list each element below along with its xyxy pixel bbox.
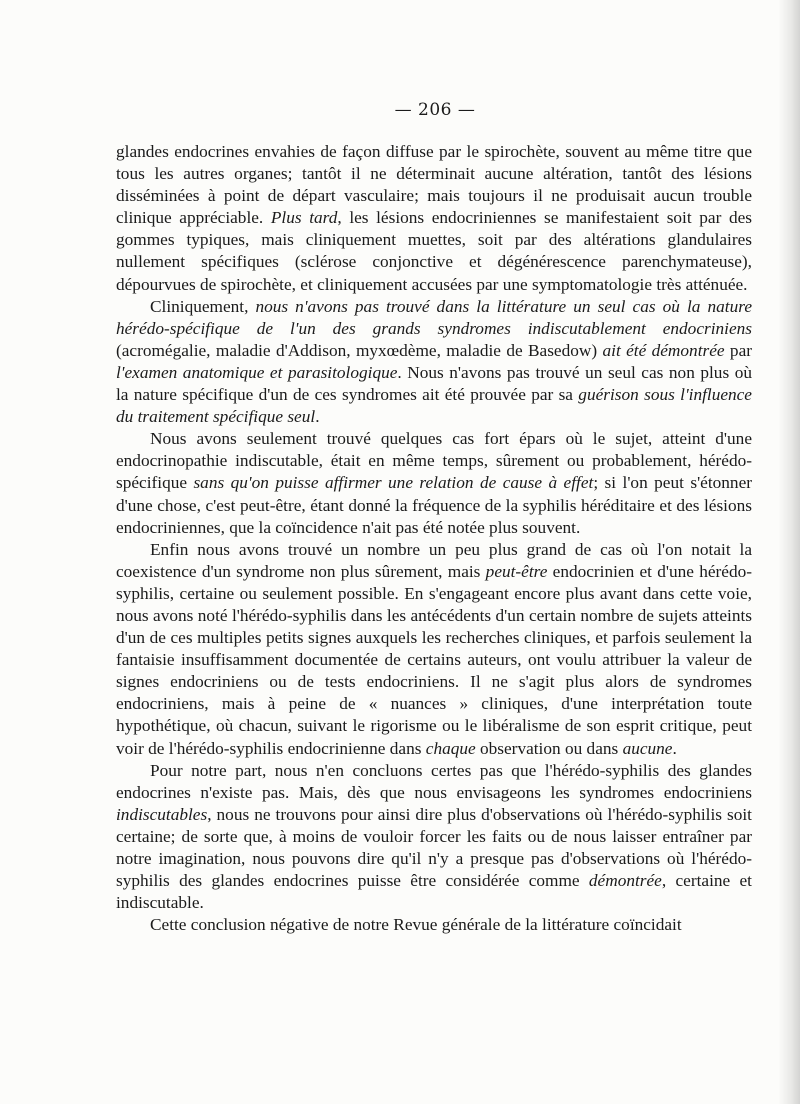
text-run: Cette conclusion négative de notre Revue générale de la littérature coïncidait bbox=[150, 915, 682, 935]
text-run: . bbox=[315, 407, 320, 427]
paragraph-6 bbox=[116, 914, 752, 936]
page-edge-shadow bbox=[778, 0, 800, 1104]
text-run: , nous ne trouvons pour ainsi dire plus d'observations où l'hérédo-syphilis soit certaine; de sorte que, à moins de vouloir forcer les faits ou de nous laisser entraîner par notre imagination, nous pouvons dire qu'il n'y a presque pas d'observations où l'hérédo-syphilis des glandes endocrines puisse être considérée comme bbox=[116, 804, 752, 891]
text-run: Nous avons seulement trouvé quelques cas fort épars où le sujet, atteint d'une endocrinopathie indiscutable, était en même temps, sûrement ou probablement, hérédo-spécifique bbox=[116, 429, 752, 493]
paragraph-3 bbox=[116, 428, 752, 538]
text-run: Pour notre part, nous n'en concluons certes pas que l'hérédo-syphilis des glandes endocrines n'existe pas. Mais, dès que nous envisageons les syndromes endocriniens bbox=[116, 760, 752, 802]
text-run: endocrinien et d'une hérédo-syphilis, certaine ou seulement possible. En s'engageant encore plus avant dans cette voie, nous avons noté l'hérédo-syphilis dans les antécédents d'un certain nombre de sujets atteints d'un de ces multiples petits signes auxquels les recherches cliniques, et parfois seulement la fantaisie insuffisamment documentée de certains auteurs, ont voulu attribuer la valeur de signes endocriniens ou de tests endocriniens. Il ne s'agit plus alors de syndromes endocriniens, mais à peine de « nuances » cliniques, d'une interprétation toute hypothétique, où chacun, suivant le rigorisme ou le libéralisme de son esprit critique, peut voir de l'hérédo-syphilis endocrinienne dans bbox=[116, 561, 752, 758]
italic-run: aucune bbox=[622, 738, 673, 758]
italic-run: nous n'avons pas trouvé dans la littérature un seul cas où la nature hérédo-spécifique de l'un des grands syndromes indiscutablement endocriniens bbox=[116, 296, 752, 338]
text-run: (acromégalie, maladie d'Addison, myxœdème, maladie de Basedow) bbox=[116, 340, 603, 360]
italic-run: peut-être bbox=[485, 561, 548, 581]
text-run: Cliniquement, bbox=[150, 296, 256, 316]
italic-run: démontrée bbox=[588, 871, 662, 891]
text-run: , les lésions endocriniennes se manifestaient soit par des gommes typiques, mais cliniquement muettes, soit par des altérations glandulaires nullement spécifiques (sclérose conjonctive et dégénérescence parenchymateuse), dépourvues de spirochète, et cliniquement accusées par une symptomatologie très atténuée. bbox=[116, 208, 752, 294]
text-run: ; si l'on peut s'étonner d'une chose, c'est peut-être, étant donné la fréquence de la syphilis héréditaire et des lésions endocriniennes, que la coïncidence n'ait pas été notée plus souvent. bbox=[116, 473, 752, 537]
paragraph-1 bbox=[116, 141, 752, 296]
italic-run: indiscutables bbox=[116, 804, 208, 824]
body-text bbox=[116, 141, 752, 936]
text-run: glandes endocrines envahies de façon diffuse par le spirochète, souvent au même titre que tous les autres organes; tantôt il ne déterminait aucune altération, tantôt des lésions disséminées à point de départ vasculaire; mais toujours il ne produisait aucun trouble clinique appréciable. bbox=[116, 142, 752, 228]
text-run: . bbox=[672, 738, 677, 758]
text-run: Enfin nous avons trouvé un nombre un peu plus grand de cas où l'on notait la coexistence d'un syndrome non plus sûrement, mais bbox=[116, 539, 752, 581]
paragraph-4 bbox=[116, 539, 752, 760]
italic-run: chaque bbox=[425, 738, 476, 758]
italic-run: l'examen anatomique et parasitologique bbox=[116, 362, 398, 382]
italic-run: guérison sous l'influence du traitement spécifique seul bbox=[116, 385, 752, 427]
italic-run: ait été démontrée bbox=[602, 340, 725, 360]
paragraph-2 bbox=[116, 296, 752, 429]
page-number: — 206 — bbox=[394, 100, 476, 120]
text-run: par bbox=[724, 340, 752, 360]
text-run: . Nous n'avons pas trouvé un seul cas non plus où la nature spécifique d'un de ces syndromes ait été prouvée par sa bbox=[116, 362, 752, 405]
text-run: , certaine et indiscutable. bbox=[116, 871, 752, 913]
paragraph-5 bbox=[116, 760, 752, 915]
italic-run: sans qu'on puisse affirmer une relation de cause à effet bbox=[193, 473, 594, 493]
text-run: observation ou dans bbox=[475, 738, 623, 758]
italic-run: Plus tard bbox=[270, 208, 338, 228]
